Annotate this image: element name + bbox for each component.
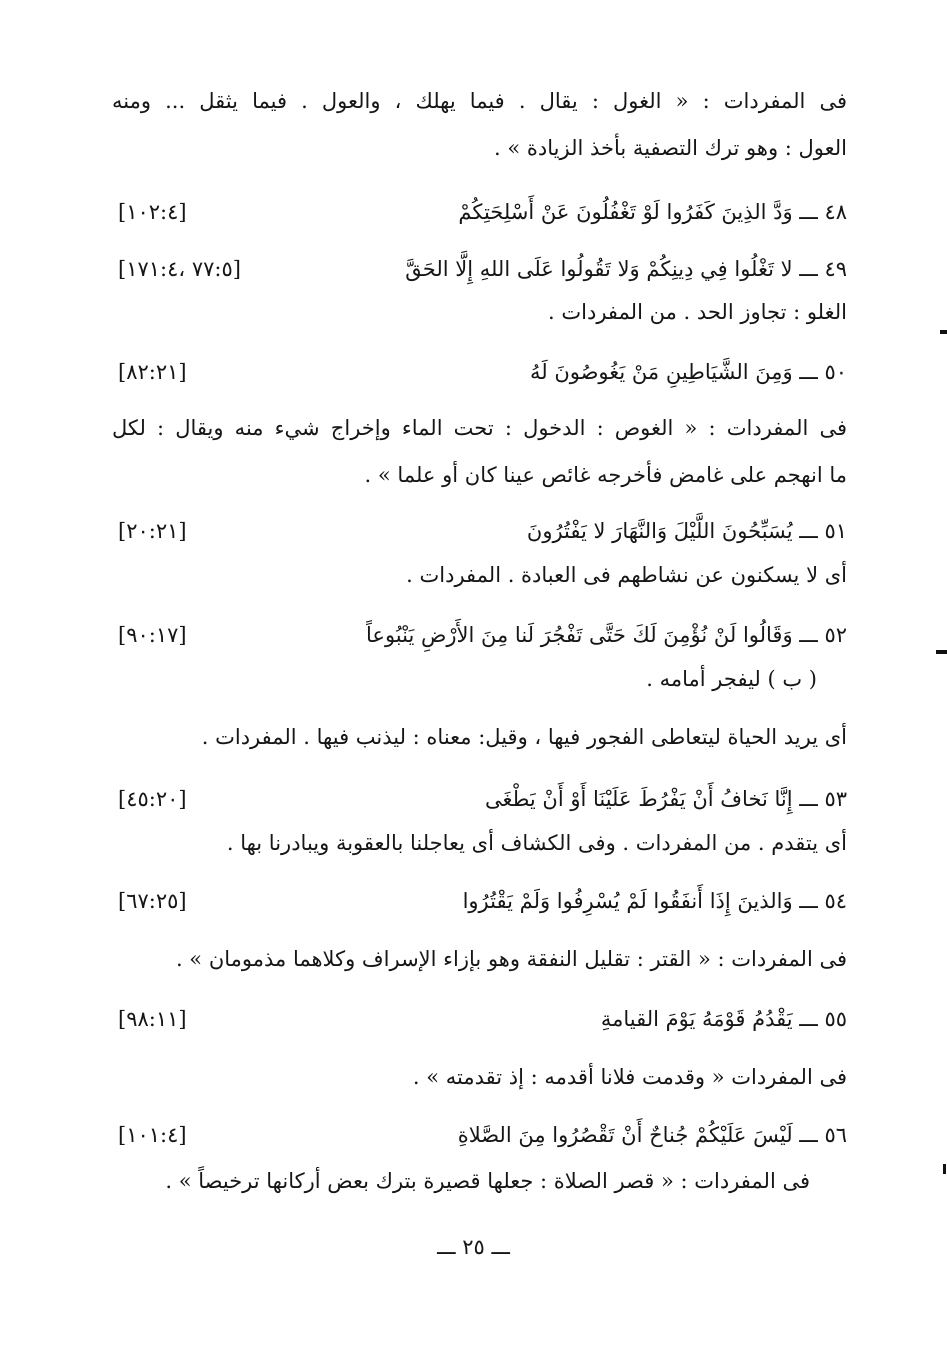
- quran-entry: [112, 514, 847, 548]
- verse-reference: [٩٠:١٧]: [118, 623, 187, 647]
- verse-line: ٥٦ ـــ لَيْسَ عَلَيْكُمْ جُناحٌ أَنْ تَقْصُرُوا مِنَ الصَّلاةِ: [457, 1123, 847, 1147]
- verse-line: ٥٠ ـــ وَمِنَ الشَّيَاطِينِ مَنْ يَغُوصُونَ لَهُ: [529, 360, 847, 384]
- verse-text: يُسَبِّحُونَ اللَّيْلَ وَالنَّهَارَ لا يَفْتُرُونَ: [526, 519, 793, 543]
- verse-reference: [٢٠:٢١]: [118, 519, 187, 543]
- scan-edge-mark: [940, 330, 947, 334]
- verse-line: ٤٩ ـــ لا تَغْلُوا فِي دِينِكُمْ وَلا تَقُولُوا عَلَى اللهِ إِلَّا الحَقَّ: [405, 257, 847, 281]
- text-line: العول : وهو ترك التصفية بأخذ الزيادة » .: [494, 136, 847, 160]
- quran-entry: [112, 782, 847, 816]
- verse-reference: [٨٢:٢١]: [118, 360, 187, 384]
- verse-text: لَيْسَ عَلَيْكُمْ جُناحٌ أَنْ تَقْصُرُوا مِنَ الصَّلاةِ: [457, 1123, 793, 1147]
- quran-entry: [112, 252, 847, 286]
- text-line: فى المفردات : « الغوص : الدخول : تحت الماء وإخراج شيء منه ويقال : لكل: [112, 416, 847, 440]
- verse-line: ٥٢ ـــ وَقَالُوا لَنْ نُؤْمِنَ لَكَ حَتَّى تَفْجُرَ لَنا مِنَ الأَرْضِ يَنْبُوعاً: [366, 623, 847, 647]
- scan-edge-mark: [943, 1164, 946, 1174]
- text-line: أى يريد الحياة ليتعاطى الفجور فيها ، وقيل: معناه : ليذنب فيها . المفردات .: [201, 725, 847, 749]
- quran-entry: [112, 1118, 847, 1152]
- verse-reference: [٩٨:١١]: [118, 1007, 187, 1031]
- entry-number: ٥٥: [824, 1007, 847, 1031]
- quran-entry: [112, 195, 847, 229]
- verse-text: وَقَالُوا لَنْ نُؤْمِنَ لَكَ حَتَّى تَفْجُرَ لَنا مِنَ الأَرْضِ يَنْبُوعاً: [366, 623, 793, 647]
- verse-reference: [٧٧:٥ ،١٧١:٤]: [118, 257, 241, 281]
- verse-line: ٥٥ ـــ يَقْدُمُ قَوْمَهُ يَوْمَ القيامةِ: [600, 1007, 847, 1031]
- scan-edge-mark: [936, 650, 947, 654]
- verse-text: لا تَغْلُوا فِي دِينِكُمْ وَلا تَقُولُوا عَلَى اللهِ إِلَّا الحَقَّ: [405, 257, 793, 281]
- entry-number: ٤٩: [824, 257, 847, 281]
- entry-number: ٤٨: [824, 200, 847, 224]
- entry-number: ٥٠: [824, 360, 847, 384]
- entry-number: ٥٣: [824, 787, 847, 811]
- verse-text: وَالذينَ إِذَا أَنفَقُوا لَمْ يُسْرِفُوا وَلَمْ يَقْتُرُوا: [462, 889, 793, 913]
- verse-text: وَدَّ الذِينَ كَفَرُوا لَوْ تَغْفُلُونَ عَنْ أَسْلِحَتِكُمْ: [458, 200, 793, 224]
- text-line: فى المفردات : « الغول : يقال . فيما يهلك ، والعول . فيما يثقل ... ومنه: [112, 89, 847, 113]
- verse-reference: [٦٧:٢٥]: [118, 889, 187, 913]
- text-line: فى المفردات : « قصر الصلاة : جعلها قصيرة بترك بعض أركانها ترخيصاً » .: [165, 1169, 810, 1193]
- verse-reference: [١٠٢:٤]: [118, 200, 187, 224]
- verse-line: ٥٣ ـــ إِنَّا نَخافُ أَنْ يَفْرُطَ عَلَيْنَا أَوْ أَنْ يَطْغَى: [485, 787, 847, 811]
- quran-entry: [112, 1002, 847, 1036]
- verse-reference: [١٠١:٤]: [118, 1123, 187, 1147]
- verse-text: إِنَّا نَخافُ أَنْ يَفْرُطَ عَلَيْنَا أَوْ أَنْ يَطْغَى: [485, 787, 793, 811]
- entry-number: ٥٢: [824, 623, 847, 647]
- text-line: فى المفردات « وقدمت فلانا أقدمه : إذ تقدمته » .: [412, 1065, 847, 1089]
- quran-entry: [112, 618, 847, 652]
- verse-line: ٤٨ ـــ وَدَّ الذِينَ كَفَرُوا لَوْ تَغْفُلُونَ عَنْ أَسْلِحَتِكُمْ: [458, 200, 847, 224]
- verse-line: ٥١ ـــ يُسَبِّحُونَ اللَّيْلَ وَالنَّهَارَ لا يَفْتُرُونَ: [526, 519, 847, 543]
- entry-number: ٥١: [824, 519, 847, 543]
- page-number: ـــ ٢٥ ـــ: [437, 1235, 510, 1259]
- verse-line: ٥٤ ـــ وَالذينَ إِذَا أَنفَقُوا لَمْ يُسْرِفُوا وَلَمْ يَقْتُرُوا: [462, 889, 847, 913]
- verse-text: يَقْدُمُ قَوْمَهُ يَوْمَ القيامةِ: [600, 1007, 793, 1031]
- text-line: أى يتقدم . من المفردات . وفى الكشاف أى يعاجلنا بالعقوبة ويبادرنا بها .: [226, 831, 847, 855]
- text-line: ( ب ) ليفجر أمامه .: [646, 667, 817, 691]
- text-line: فى المفردات : « القتر : تقليل النفقة وهو بإزاء الإسراف وكلاهما مذمومان » .: [175, 947, 847, 971]
- quran-entry: [112, 355, 847, 389]
- quran-entry: [112, 884, 847, 918]
- text-line: الغلو : تجاوز الحد . من المفردات .: [548, 300, 847, 324]
- entry-number: ٥٤: [824, 889, 847, 913]
- entry-number: ٥٦: [824, 1123, 847, 1147]
- text-line: أى لا يسكنون عن نشاطهم فى العبادة . المفردات .: [406, 563, 847, 587]
- verse-text: وَمِنَ الشَّيَاطِينِ مَنْ يَغُوصُونَ لَهُ: [529, 360, 793, 384]
- verse-reference: [٤٥:٢٠]: [118, 787, 187, 811]
- text-line: ما انهجم على غامض فأخرجه غائص عينا كان أو علما » .: [364, 463, 847, 487]
